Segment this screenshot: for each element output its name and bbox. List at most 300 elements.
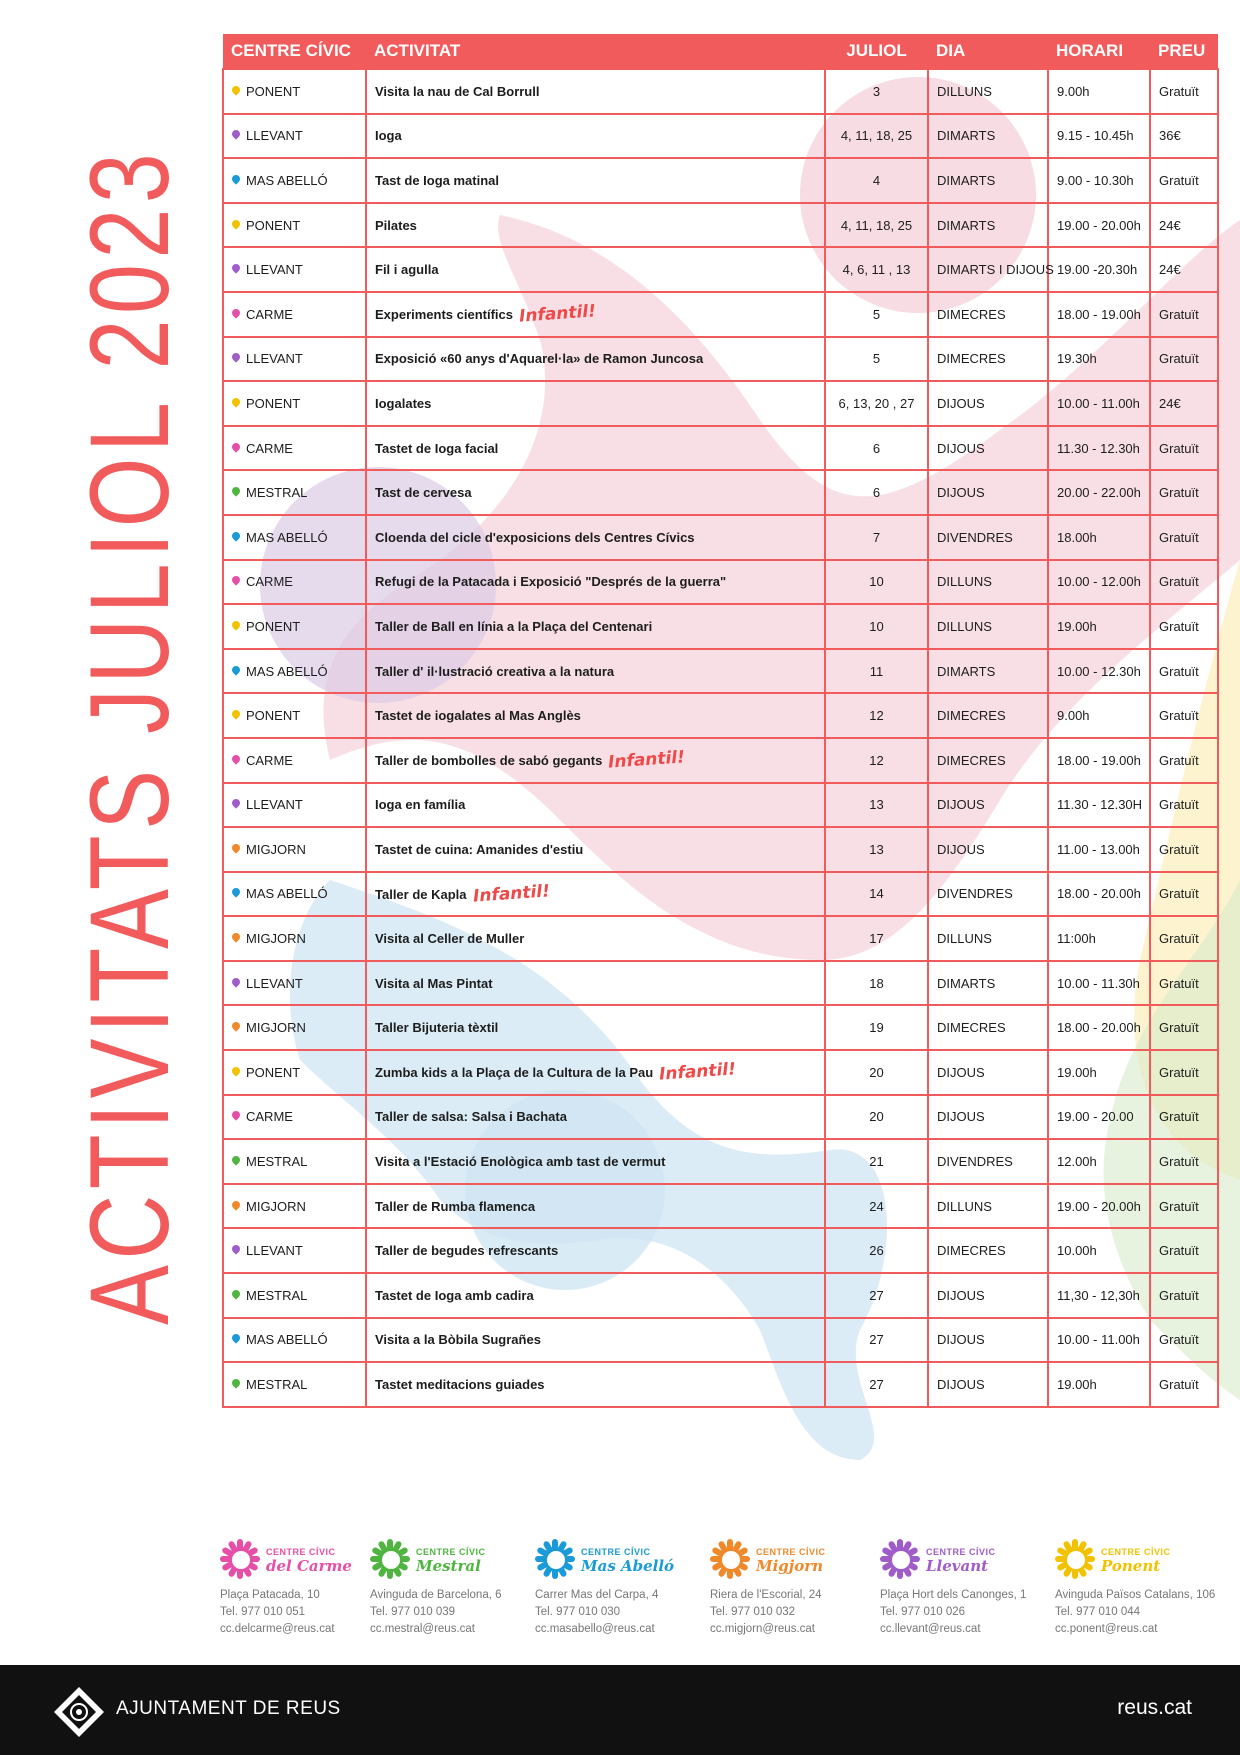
time-cell: 18.00 - 20.00h: [1048, 872, 1150, 917]
table-row: [223, 961, 1218, 1006]
activity-cell: [366, 693, 825, 738]
date-cell: 5: [825, 337, 928, 382]
location-pin-icon: [230, 887, 241, 898]
location-pin-icon: [230, 530, 241, 541]
activity-name: Taller de bombolles de sabó gegants: [375, 753, 603, 769]
centre-name: LLEVANT: [246, 262, 303, 278]
logo-label: CENTRE CÍVIC: [1101, 1547, 1171, 1557]
activity-cell: [366, 1362, 825, 1407]
centre-cell: [223, 604, 366, 649]
centre-name: CARME: [246, 574, 293, 590]
date-cell: 24: [825, 1184, 928, 1229]
centre-name: MESTRAL: [246, 1377, 308, 1393]
centre-logo: [1055, 1535, 1225, 1583]
activity-name: Tast de cervesa: [375, 485, 472, 501]
centre-name: MESTRAL: [246, 1287, 308, 1303]
centre-email[interactable]: cc.llevant@reus.cat: [880, 1623, 981, 1635]
centre-cell: [223, 738, 366, 783]
activity-name: Tastet de Ioga facial: [375, 440, 499, 456]
centre-name: PONENT: [246, 395, 301, 411]
day-cell: DIMECRES: [928, 292, 1048, 337]
date-cell: 11: [825, 649, 928, 694]
activity-cell: [366, 916, 825, 961]
date-cell: 18: [825, 961, 928, 1006]
centre-cell: [223, 783, 366, 828]
centre-phone: Tel. 977 010 039: [370, 1606, 456, 1618]
logo-label: CENTRE CÍVIC: [266, 1547, 336, 1557]
day-cell: DIJOUS: [928, 381, 1048, 426]
centre-cell: [223, 1184, 366, 1229]
centre-cell: [223, 916, 366, 961]
centre-cell: [223, 426, 366, 471]
table-row: [223, 1273, 1218, 1318]
table-row: [223, 872, 1218, 917]
time-cell: 10.00 - 11.00h: [1048, 1318, 1150, 1363]
activity-cell: [366, 470, 825, 515]
time-cell: 18.00 - 19.00h: [1048, 738, 1150, 783]
logo-label: CENTRE CÍVIC: [581, 1547, 651, 1557]
bottom-bar: [0, 1665, 1240, 1755]
day-cell: DILLUNS: [928, 1184, 1048, 1229]
activity-cell: [366, 827, 825, 872]
date-cell: 3: [825, 69, 928, 114]
date-cell: 4, 11, 18, 25: [825, 203, 928, 248]
table-row: [223, 1050, 1218, 1095]
logo-label: CENTRE CÍVIC: [416, 1547, 486, 1557]
time-cell: 19.00 -20.30h: [1048, 247, 1150, 292]
centre-contact: [880, 1535, 1050, 1638]
activity-name: Fil i agulla: [375, 262, 439, 278]
day-cell: DIMECRES: [928, 337, 1048, 382]
activity-name: Taller de salsa: Salsa i Bachata: [375, 1109, 567, 1125]
activity-name: Visita al Mas Pintat: [375, 975, 493, 991]
price-cell: Gratuït: [1150, 961, 1218, 1006]
time-cell: 11:00h: [1048, 916, 1150, 961]
table-row: [223, 515, 1218, 560]
centre-name: LLEVANT: [246, 128, 303, 144]
logo-name: Migjorn: [756, 1557, 824, 1575]
time-cell: 10.00 - 11.30h: [1048, 961, 1150, 1006]
infantil-badge: Infantil!: [607, 747, 686, 773]
logo-name: Llevant: [926, 1557, 989, 1575]
infantil-badge: Infantil!: [658, 1059, 737, 1086]
activity-name: Pilates: [375, 217, 417, 233]
centre-name: MIGJORN: [246, 1198, 306, 1214]
location-pin-icon: [230, 1244, 241, 1255]
centre-name: MAS ABELLÓ: [246, 529, 328, 545]
date-cell: 17: [825, 916, 928, 961]
table-row: [223, 1318, 1218, 1363]
centre-contact: [370, 1535, 540, 1638]
centre-cell: [223, 158, 366, 203]
price-cell: Gratuït: [1150, 1318, 1218, 1363]
day-cell: DIJOUS: [928, 1050, 1048, 1095]
centre-cell: [223, 470, 366, 515]
centre-cell: [223, 1228, 366, 1273]
price-cell: 24€: [1150, 381, 1218, 426]
centre-name: MAS ABELLÓ: [246, 172, 328, 188]
day-cell: DIJOUS: [928, 827, 1048, 872]
centre-contact: [220, 1535, 390, 1638]
centre-cell: [223, 1273, 366, 1318]
location-pin-icon: [230, 976, 241, 987]
date-cell: 13: [825, 783, 928, 828]
table-row: [223, 426, 1218, 471]
time-cell: 19.00 - 20.00: [1048, 1095, 1150, 1140]
centre-contact: [710, 1535, 880, 1638]
activity-cell: [366, 1050, 825, 1095]
day-cell: DILLUNS: [928, 560, 1048, 605]
location-pin-icon: [230, 307, 241, 318]
table-row: [223, 1184, 1218, 1229]
time-cell: 10.00h: [1048, 1228, 1150, 1273]
day-cell: DILLUNS: [928, 916, 1048, 961]
logo-name: del Carme: [266, 1557, 352, 1575]
table-row: [223, 560, 1218, 605]
table-row: [223, 738, 1218, 783]
day-cell: DIVENDRES: [928, 515, 1048, 560]
location-pin-icon: [230, 708, 241, 719]
centre-name: MESTRAL: [246, 485, 308, 501]
time-cell: 19.00h: [1048, 1050, 1150, 1095]
logo-name: Mestral: [416, 1557, 481, 1575]
centre-logo: [220, 1535, 390, 1583]
centre-contact: [535, 1535, 705, 1638]
activity-name: Visita al Celler de Muller: [375, 931, 525, 947]
centre-name: LLEVANT: [246, 975, 303, 991]
centre-cell: [223, 1318, 366, 1363]
day-cell: DIVENDRES: [928, 1139, 1048, 1184]
centre-name: PONENT: [246, 83, 301, 99]
centre-cell: [223, 827, 366, 872]
date-cell: 10: [825, 604, 928, 649]
date-cell: 12: [825, 693, 928, 738]
location-pin-icon: [230, 1333, 241, 1344]
day-cell: DIMECRES: [928, 738, 1048, 783]
centre-email[interactable]: cc.delcarme@reus.cat: [220, 1623, 335, 1635]
header-horari: HORARI: [1048, 34, 1150, 69]
sun-icon: [370, 1539, 410, 1579]
day-cell: DIMECRES: [928, 1005, 1048, 1050]
activity-name: Visita a la Bòbila Sugrañes: [375, 1332, 541, 1348]
day-cell: DIMARTS: [928, 158, 1048, 203]
table-row: [223, 1095, 1218, 1140]
location-pin-icon: [230, 84, 241, 95]
activity-cell: [366, 515, 825, 560]
activity-cell: [366, 203, 825, 248]
time-cell: 9.00 - 10.30h: [1048, 158, 1150, 203]
centre-address: Plaça Hort dels Canonges, 1: [880, 1589, 1027, 1601]
day-cell: DIJOUS: [928, 1273, 1048, 1318]
date-cell: 13: [825, 827, 928, 872]
table-row: [223, 381, 1218, 426]
header-preu: PREU: [1150, 34, 1218, 69]
location-pin-icon: [230, 1199, 241, 1210]
header-dia: DIA: [928, 34, 1048, 69]
price-cell: Gratuït: [1150, 783, 1218, 828]
activities-table: [222, 34, 1219, 1408]
date-cell: 27: [825, 1318, 928, 1363]
day-cell: DIJOUS: [928, 426, 1048, 471]
sun-icon: [710, 1539, 750, 1579]
location-pin-icon: [230, 218, 241, 229]
date-cell: 27: [825, 1362, 928, 1407]
sun-icon: [1055, 1539, 1095, 1579]
centre-name: MESTRAL: [246, 1154, 308, 1170]
date-cell: 6: [825, 426, 928, 471]
day-cell: DIJOUS: [928, 1362, 1048, 1407]
location-pin-icon: [230, 1377, 241, 1388]
price-cell: Gratuït: [1150, 1184, 1218, 1229]
time-cell: 9.00h: [1048, 69, 1150, 114]
activity-cell: [366, 649, 825, 694]
activity-cell: [366, 604, 825, 649]
time-cell: 18.00 - 20.00h: [1048, 1005, 1150, 1050]
price-cell: Gratuït: [1150, 738, 1218, 783]
centre-name: LLEVANT: [246, 1243, 303, 1259]
centre-name: PONENT: [246, 1064, 301, 1080]
centre-name: PONENT: [246, 618, 301, 634]
centre-cell: [223, 649, 366, 694]
centre-cell: [223, 1139, 366, 1184]
centre-cell: [223, 247, 366, 292]
price-cell: Gratuït: [1150, 1273, 1218, 1318]
sun-icon: [220, 1539, 260, 1579]
location-pin-icon: [230, 619, 241, 630]
centre-cell: [223, 69, 366, 114]
price-cell: Gratuït: [1150, 916, 1218, 961]
table-row: [223, 470, 1218, 515]
centre-name: MIGJORN: [246, 1020, 306, 1036]
time-cell: 9.00h: [1048, 693, 1150, 738]
time-cell: 12.00h: [1048, 1139, 1150, 1184]
activity-cell: [366, 381, 825, 426]
time-cell: 10.00 - 11.00h: [1048, 381, 1150, 426]
organization-name: AJUNTAMENT DE REUS: [116, 1698, 341, 1719]
time-cell: 19.30h: [1048, 337, 1150, 382]
price-cell: Gratuït: [1150, 292, 1218, 337]
centre-logo: [535, 1535, 705, 1583]
time-cell: 10.00 - 12.30h: [1048, 649, 1150, 694]
table-row: [223, 337, 1218, 382]
table-row: [223, 1005, 1218, 1050]
header-centre: CENTRE CÍVIC: [223, 34, 366, 69]
activity-cell: [366, 1228, 825, 1273]
centre-phone: Tel. 977 010 044: [1055, 1606, 1141, 1618]
centre-cell: [223, 560, 366, 605]
centre-phone: Tel. 977 010 032: [710, 1606, 796, 1618]
logo-name: Mas Abelló: [581, 1557, 675, 1575]
activity-cell: [366, 337, 825, 382]
centre-email[interactable]: cc.ponent@reus.cat: [1055, 1623, 1158, 1635]
day-cell: DIMARTS: [928, 961, 1048, 1006]
activity-name: Tast de Ioga matinal: [375, 172, 500, 188]
day-cell: DIMARTS: [928, 203, 1048, 248]
price-cell: Gratuït: [1150, 69, 1218, 114]
activity-name: Experiments científics: [375, 307, 513, 323]
day-cell: DIJOUS: [928, 470, 1048, 515]
centre-name: CARME: [246, 1109, 293, 1125]
activity-cell: [366, 1095, 825, 1140]
centre-address: Avinguda de Barcelona, 6: [370, 1589, 502, 1601]
centre-cell: [223, 1095, 366, 1140]
location-pin-icon: [230, 842, 241, 853]
centre-name: MIGJORN: [246, 931, 306, 947]
day-cell: DIJOUS: [928, 783, 1048, 828]
time-cell: 18.00 - 19.00h: [1048, 292, 1150, 337]
time-cell: 19.00h: [1048, 604, 1150, 649]
date-cell: 5: [825, 292, 928, 337]
date-cell: 20: [825, 1095, 928, 1140]
time-cell: 18.00h: [1048, 515, 1150, 560]
centre-cell: [223, 872, 366, 917]
centre-address: Carrer Mas del Carpa, 4: [535, 1589, 659, 1601]
date-cell: 26: [825, 1228, 928, 1273]
logo-label: CENTRE CÍVIC: [756, 1547, 826, 1557]
time-cell: 19.00 - 20.00h: [1048, 1184, 1150, 1229]
price-cell: Gratuït: [1150, 1139, 1218, 1184]
activity-name: Taller de Ball en línia a la Plaça del Centenari: [375, 618, 653, 634]
centre-cell: [223, 693, 366, 738]
date-cell: 10: [825, 560, 928, 605]
infantil-badge: Infantil!: [471, 881, 551, 907]
table-row: [223, 203, 1218, 248]
activity-name: Taller de Kapla: [375, 886, 467, 902]
centre-cell: [223, 961, 366, 1006]
price-cell: Gratuït: [1150, 560, 1218, 605]
infantil-badge: Infantil!: [518, 301, 597, 327]
table-row: [223, 1228, 1218, 1273]
table-row: [223, 1139, 1218, 1184]
table-row: [223, 158, 1218, 203]
day-cell: DIMARTS: [928, 114, 1048, 159]
day-cell: DIMECRES: [928, 1228, 1048, 1273]
centre-logo: [710, 1535, 880, 1583]
price-cell: Gratuït: [1150, 693, 1218, 738]
website-link[interactable]: reus.cat: [1117, 1696, 1192, 1719]
activity-cell: [366, 426, 825, 471]
date-cell: 14: [825, 872, 928, 917]
date-cell: 7: [825, 515, 928, 560]
price-cell: Gratuït: [1150, 827, 1218, 872]
location-pin-icon: [230, 798, 241, 809]
price-cell: Gratuït: [1150, 158, 1218, 203]
time-cell: 20.00 - 22.00h: [1048, 470, 1150, 515]
location-pin-icon: [230, 173, 241, 184]
price-cell: Gratuït: [1150, 515, 1218, 560]
centre-phone: Tel. 977 010 051: [220, 1606, 306, 1618]
centre-name: PONENT: [246, 217, 301, 233]
location-pin-icon: [230, 441, 241, 452]
price-cell: Gratuït: [1150, 872, 1218, 917]
centre-cell: [223, 381, 366, 426]
activity-name: Zumba kids a la Plaça de la Cultura de la Pau: [375, 1065, 654, 1081]
time-cell: 19.00 - 20.00h: [1048, 203, 1150, 248]
date-cell: 6, 13, 20 , 27: [825, 381, 928, 426]
activity-cell: [366, 1005, 825, 1050]
location-pin-icon: [230, 129, 241, 140]
time-cell: 11.30 - 12.30h: [1048, 426, 1150, 471]
centre-email[interactable]: cc.migjorn@reus.cat: [710, 1623, 815, 1635]
day-cell: DIMECRES: [928, 693, 1048, 738]
centre-email[interactable]: cc.masabello@reus.cat: [535, 1623, 655, 1635]
location-pin-icon: [230, 1154, 241, 1165]
location-pin-icon: [230, 1288, 241, 1299]
location-pin-icon: [230, 1065, 241, 1076]
activity-name: Tastet de cuina: Amanides d'estiu: [375, 841, 584, 857]
activity-cell: [366, 69, 825, 114]
centre-name: MAS ABELLÓ: [246, 663, 328, 679]
price-cell: Gratuït: [1150, 1095, 1218, 1140]
centre-phone: Tel. 977 010 026: [880, 1606, 966, 1618]
logo-name: Ponent: [1101, 1557, 1161, 1575]
day-cell: DIJOUS: [928, 1095, 1048, 1140]
centre-phone: Tel. 977 010 030: [535, 1606, 621, 1618]
header-activitat: ACTIVITAT: [366, 34, 825, 69]
centre-cell: [223, 114, 366, 159]
centre-name: MIGJORN: [246, 841, 306, 857]
centre-cell: [223, 1362, 366, 1407]
activity-cell: [366, 560, 825, 605]
logo-label: CENTRE CÍVIC: [926, 1547, 996, 1557]
centre-name: LLEVANT: [246, 351, 303, 367]
sun-icon: [880, 1539, 920, 1579]
time-cell: 9.15 - 10.45h: [1048, 114, 1150, 159]
location-pin-icon: [230, 1110, 241, 1121]
price-cell: 36€: [1150, 114, 1218, 159]
price-cell: Gratuït: [1150, 604, 1218, 649]
date-cell: 4: [825, 158, 928, 203]
price-cell: Gratuït: [1150, 337, 1218, 382]
location-pin-icon: [230, 664, 241, 675]
price-cell: 24€: [1150, 203, 1218, 248]
price-cell: 24€: [1150, 247, 1218, 292]
centre-cell: [223, 1005, 366, 1050]
centre-address: Riera de l'Escorial, 24: [710, 1589, 822, 1601]
date-cell: 12: [825, 738, 928, 783]
price-cell: Gratuït: [1150, 1050, 1218, 1095]
date-cell: 6: [825, 470, 928, 515]
ajuntament-logo: [52, 1685, 106, 1739]
centre-name: CARME: [246, 306, 293, 322]
activity-name: Taller Bijuteria tèxtil: [375, 1020, 499, 1036]
table-row: [223, 69, 1218, 114]
activity-name: Visita la nau de Cal Borrull: [375, 83, 540, 99]
activity-cell: [366, 292, 825, 337]
centre-cell: [223, 1050, 366, 1095]
centre-logo: [880, 1535, 1050, 1583]
date-cell: 4, 6, 11 , 13: [825, 247, 928, 292]
activity-cell: [366, 1318, 825, 1363]
time-cell: 10.00 - 12.00h: [1048, 560, 1150, 605]
activity-name: Taller de begudes refrescants: [375, 1243, 559, 1259]
date-cell: 4, 11, 18, 25: [825, 114, 928, 159]
centre-cell: [223, 292, 366, 337]
location-pin-icon: [230, 1021, 241, 1032]
activity-name: Visita a l'Estació Enològica amb tast de vermut: [375, 1154, 666, 1170]
price-cell: Gratuït: [1150, 470, 1218, 515]
time-cell: 11,30 - 12,30h: [1048, 1273, 1150, 1318]
price-cell: Gratuït: [1150, 1005, 1218, 1050]
location-pin-icon: [230, 575, 241, 586]
centre-cell: [223, 515, 366, 560]
centre-name: LLEVANT: [246, 797, 303, 813]
centre-email[interactable]: cc.mestral@reus.cat: [370, 1623, 475, 1635]
day-cell: DIVENDRES: [928, 872, 1048, 917]
header-juliol: JULIOL: [825, 34, 928, 69]
price-cell: Gratuït: [1150, 426, 1218, 471]
day-cell: DILLUNS: [928, 69, 1048, 114]
